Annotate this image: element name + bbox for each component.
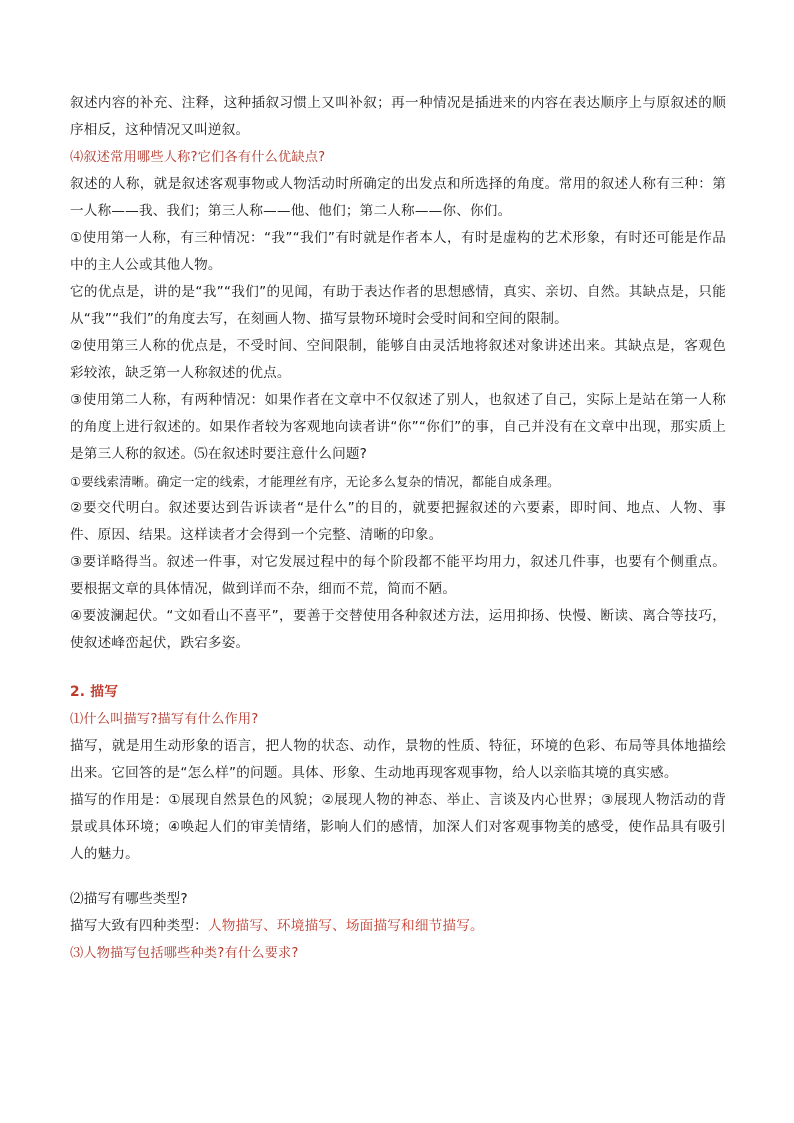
paragraph-first-person: ①使用第一人称，有三种情况：“我”“我们”有时就是作者本人，有时是虚构的艺术形象，有时还可能是作品中的主人公或其他人物。: [70, 230, 726, 273]
paragraph-detail-balance: ③要详略得当。叙述一件事，对它发展过程中的每个阶段都不能平均用力，叙述几件事，也要有个侧重点。要根据文章的具体情况，做到详而不杂，细而不荒，简而不陋。: [70, 554, 726, 597]
paragraph-third-person: ②使用第三人称的优点是，不受时间、空间限制，能够自由灵活地将叙述对象讲述出来。其缺点是，客观色彩较浓，缺乏第一人称叙述的优点。: [70, 338, 726, 381]
paragraph-spacer: [70, 868, 726, 886]
paragraph-description-functions: 描写的作用是：①展现自然景色的风貌；②展现人物的神态、举止、言谈及内心世界；③展现人物活动的背景或具体环境；④唤起人们的审美情绪，影响人们的感情，加深人们对客观事物美的感受，使作品具有吸引人的魅力。: [70, 792, 726, 862]
section-spacer: [70, 657, 726, 679]
paragraph-clear-clue: ①要线索清晰。确定一定的线索，才能理丝有序，无论多么复杂的情况，都能自成条理。: [70, 474, 560, 489]
question-description-types: ⑵描写有哪些类型?: [70, 891, 188, 907]
question-what-is-description: ⑴什么叫描写?描写有什么作用?: [70, 712, 259, 727]
paragraph-explain-clearly: ②要交代明白。叙述要达到告诉读者“是什么”的目的，就要把握叙述的六要素，即时间、地点、人物、事件、原因、结果。这样读者才会得到一个完整、清晰的印象。: [70, 500, 726, 543]
paragraph-second-person: ③使用第二人称，有两种情况：如果作者在文章中不仅叙述了别人，也叙述了自己，实际上是站在第一人称的角度上进行叙述的。如果作者较为客观地向读者讲“你”“你们”的事，自己并没有在文章中出现，那实质上是第三人称的叙述。⑸在叙述时要注意什么问题?: [70, 392, 726, 462]
paragraph-description-definition: 描写，就是用生动形象的语言，把人物的状态、动作，景物的性质、特征，环境的色彩、布局等具体地描绘出来。它回答的是“怎么样”的问题。具体、形象、生动地再现客观事物，给人以亲临其境的真实感。: [70, 738, 726, 781]
paragraph-description-types: [70, 913, 726, 940]
section-heading-description: 2. 描写: [70, 684, 119, 700]
paragraph-first-person-pros-cons: 它的优点是，讲的是“我”“我们”的见闻，有助于表达作者的思想感情，真实、亲切、自然。其缺点是，只能从“我”“我们”的角度去写，在刻画人物、描写景物环境时会受时间和空间的限制。: [70, 284, 726, 327]
paragraph-insertion-note: 叙述内容的补充、注释，这种插叙习惯上又叫补叙；再一种情况是插进来的内容在表达顺序上与原叙述的顺序相反，这种情况又叫逆叙。: [70, 95, 726, 138]
description-types-list: 人物描写、环境描写、场面描写和细节描写。: [207, 918, 484, 934]
paragraph-ups-and-downs: ④要波澜起伏。“文如看山不喜平”，要善于交替使用各种叙述方法，运用抑扬、快慢、断读、离合等技巧，使叙述峰峦起伏，跌宕多姿。: [70, 608, 726, 651]
description-types-prefix: 描写大致有四种类型：: [70, 918, 208, 934]
question-narrative-person: ⑷叙述常用哪些人称?它们各有什么优缺点?: [70, 150, 326, 165]
question-character-description: ⑶人物描写包括哪些种类?有什么要求?: [70, 946, 299, 961]
document-page: [70, 90, 726, 967]
paragraph-narrative-person-definition: 叙述的人称，就是叙述客观事物或人物活动时所确定的出发点和所选择的角度。常用的叙述人称有三种：第一人称——我、我们；第三人称——他、他们；第二人称——你、你们。: [70, 176, 726, 219]
